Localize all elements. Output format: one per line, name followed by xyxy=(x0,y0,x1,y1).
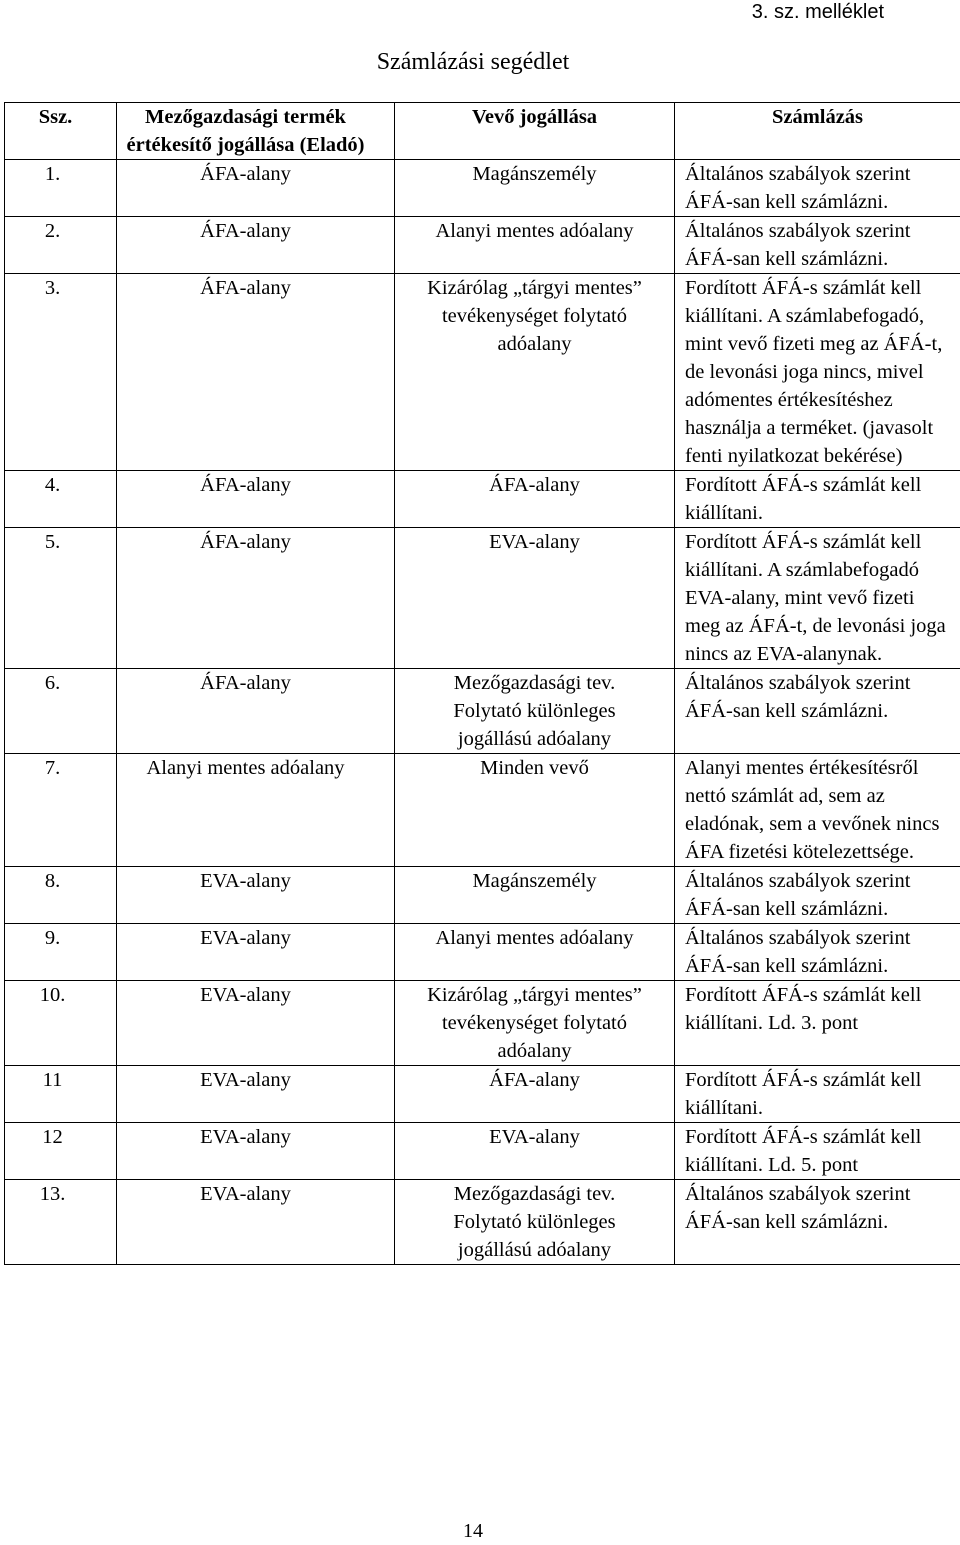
table-row xyxy=(5,669,960,754)
row-billing: Általános szabályok szerint ÁFÁ-san kell számlázni. xyxy=(675,867,960,924)
row-num: 9. xyxy=(5,924,117,981)
table-row xyxy=(5,981,960,1066)
row-num: 10. xyxy=(5,981,117,1066)
table-row xyxy=(5,867,960,924)
row-billing: Fordított ÁFÁ-s számlát kell kiállítani. A számlabefogadó EVA-alany, mint vevő fizeti meg az ÁFÁ-t, de levonási joga nincs az EVA-alanynak. xyxy=(675,528,960,669)
row-num: 11 xyxy=(5,1066,117,1123)
header-num: Ssz. xyxy=(5,103,117,160)
row-billing: Általános szabályok szerint ÁFÁ-san kell számlázni. xyxy=(675,1180,960,1265)
row-billing: Általános szabályok szerint ÁFÁ-san kell számlázni. xyxy=(675,160,960,217)
row-buyer: Kizárólag „tárgyi mentes” tevékenységet folytató adóalany xyxy=(395,274,675,471)
row-num: 6. xyxy=(5,669,117,754)
row-num: 13. xyxy=(5,1180,117,1265)
table-row xyxy=(5,754,960,867)
row-buyer: ÁFA-alany xyxy=(395,1066,675,1123)
table-row xyxy=(5,1180,960,1265)
row-billing: Fordított ÁFÁ-s számlát kell kiállítani. A számlabefogadó, mint vevő fizeti meg az ÁFÁ-t, de levonási joga nincs, mivel adómentes értékesítéshez használja a terméket. (javasolt fenti nyilatkozat bekérése) xyxy=(675,274,960,471)
row-billing: Általános szabályok szerint ÁFÁ-san kell számlázni. xyxy=(675,217,960,274)
row-seller: EVA-alany xyxy=(117,1066,395,1123)
page-title: Számlázási segédlet xyxy=(0,47,946,77)
row-seller: ÁFA-alany xyxy=(117,669,395,754)
header-billing: Számlázás xyxy=(675,103,960,160)
row-seller: EVA-alany xyxy=(117,981,395,1066)
row-seller: ÁFA-alany xyxy=(117,217,395,274)
row-billing: Fordított ÁFÁ-s számlát kell kiállítani. xyxy=(675,471,960,528)
annex-label: 3. sz. melléklet xyxy=(752,0,884,24)
table-row xyxy=(5,924,960,981)
table-row xyxy=(5,217,960,274)
row-buyer: Minden vevő xyxy=(395,754,675,867)
row-num: 5. xyxy=(5,528,117,669)
row-buyer: Mezőgazdasági tev. Folytató különleges jogállású adóalany xyxy=(395,1180,675,1265)
row-num: 1. xyxy=(5,160,117,217)
table-header-row xyxy=(5,103,960,160)
table-row xyxy=(5,528,960,669)
row-seller: ÁFA-alany xyxy=(117,471,395,528)
row-seller: EVA-alany xyxy=(117,1180,395,1265)
row-buyer: Magánszemély xyxy=(395,867,675,924)
row-billing: Általános szabályok szerint ÁFÁ-san kell számlázni. xyxy=(675,669,960,754)
row-buyer: Magánszemély xyxy=(395,160,675,217)
row-buyer: Alanyi mentes adóalany xyxy=(395,924,675,981)
row-buyer: Mezőgazdasági tev. Folytató különleges jogállású adóalany xyxy=(395,669,675,754)
row-billing: Fordított ÁFÁ-s számlát kell kiállítani. Ld. 5. pont xyxy=(675,1123,960,1180)
header-seller: Mezőgazdasági termék értékesítő jogállása (Eladó) xyxy=(117,103,395,160)
row-billing: Alanyi mentes értékesítésről nettó számlát ad, sem az eladónak, sem a vevőnek nincs ÁFA fizetési kötelezettsége. xyxy=(675,754,960,867)
table-row xyxy=(5,1066,960,1123)
row-num: 7. xyxy=(5,754,117,867)
row-num: 3. xyxy=(5,274,117,471)
row-num: 12 xyxy=(5,1123,117,1180)
row-buyer: EVA-alany xyxy=(395,1123,675,1180)
page-number: 14 xyxy=(0,1517,946,1545)
billing-table xyxy=(4,102,960,1265)
row-num: 8. xyxy=(5,867,117,924)
row-num: 2. xyxy=(5,217,117,274)
table-row xyxy=(5,274,960,471)
row-buyer: Alanyi mentes adóalany xyxy=(395,217,675,274)
row-seller: Alanyi mentes adóalany xyxy=(117,754,395,867)
table-row xyxy=(5,1123,960,1180)
row-billing: Általános szabályok szerint ÁFÁ-san kell számlázni. xyxy=(675,924,960,981)
row-seller: EVA-alany xyxy=(117,924,395,981)
row-buyer: EVA-alany xyxy=(395,528,675,669)
row-seller: ÁFA-alany xyxy=(117,160,395,217)
row-seller: ÁFA-alany xyxy=(117,274,395,471)
row-billing: Fordított ÁFÁ-s számlát kell kiállítani. xyxy=(675,1066,960,1123)
row-seller: EVA-alany xyxy=(117,867,395,924)
row-seller: EVA-alany xyxy=(117,1123,395,1180)
table-row xyxy=(5,471,960,528)
header-buyer: Vevő jogállása xyxy=(395,103,675,160)
row-billing: Fordított ÁFÁ-s számlát kell kiállítani. Ld. 3. pont xyxy=(675,981,960,1066)
row-buyer: Kizárólag „tárgyi mentes” tevékenységet folytató adóalany xyxy=(395,981,675,1066)
row-seller: ÁFA-alany xyxy=(117,528,395,669)
table-row xyxy=(5,160,960,217)
row-num: 4. xyxy=(5,471,117,528)
row-buyer: ÁFA-alany xyxy=(395,471,675,528)
